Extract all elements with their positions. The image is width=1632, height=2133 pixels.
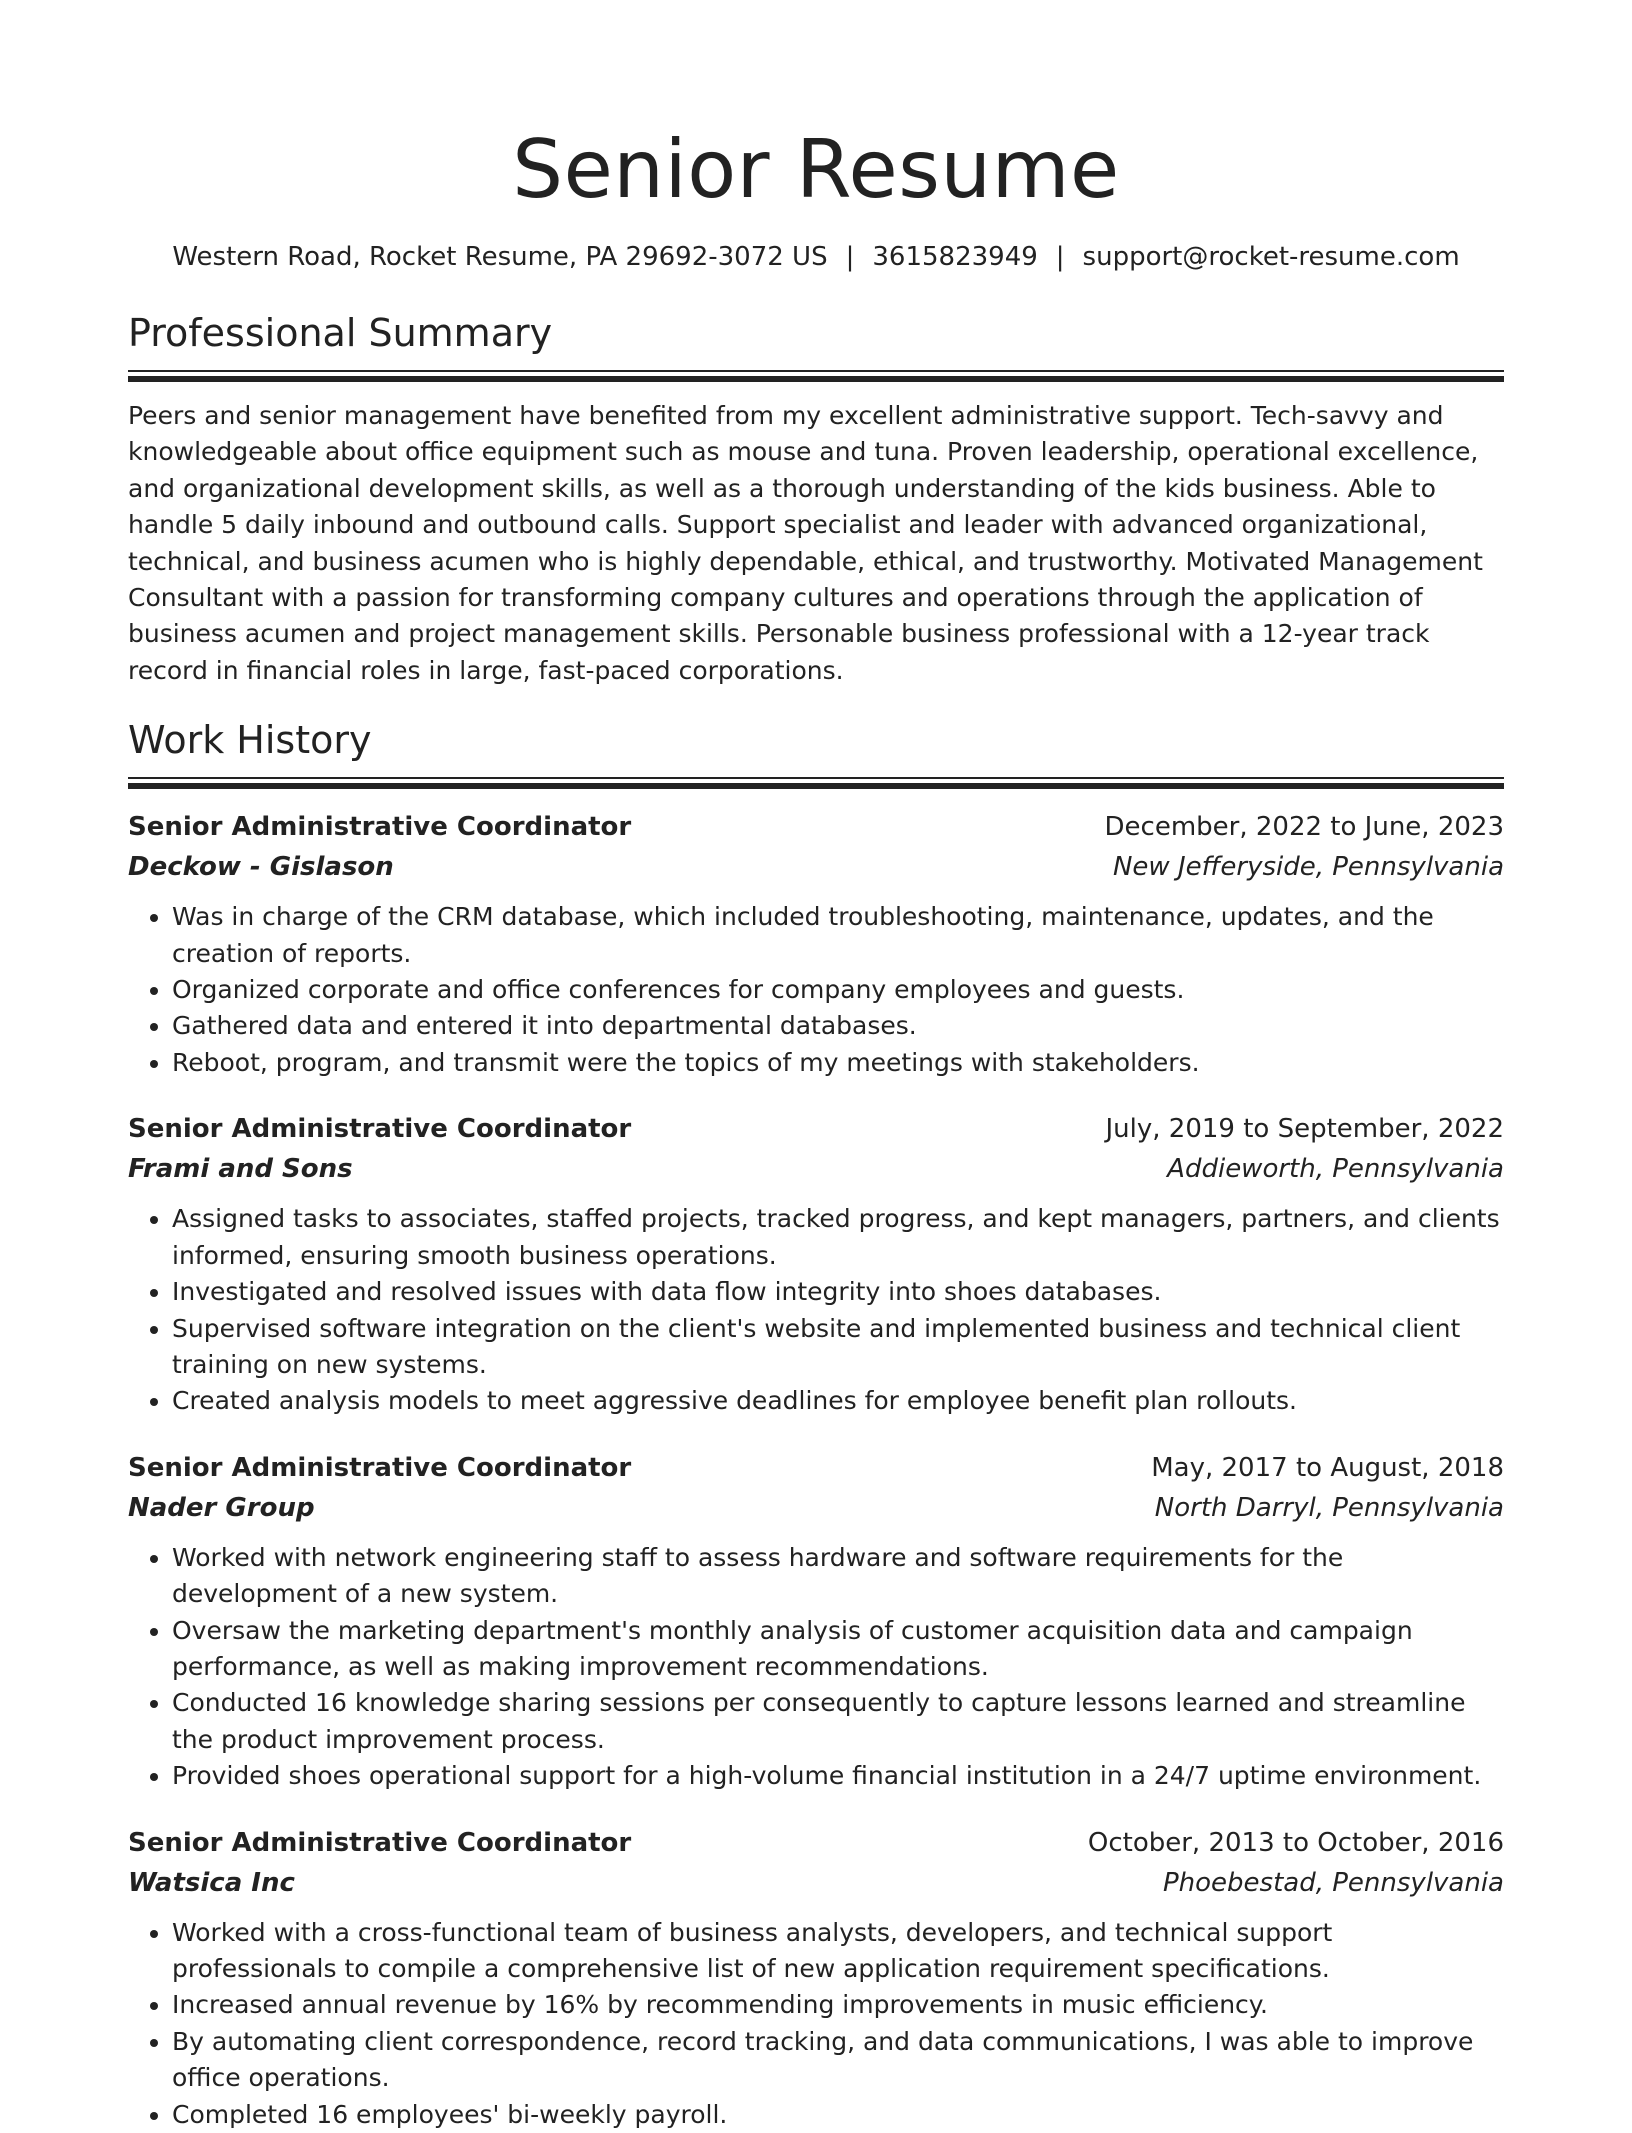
job-location: Phoebestad, Pennsylvania — [1162, 1867, 1504, 1898]
resume-name: Senior Resume — [512, 123, 1120, 216]
resume-page — [128, 0, 1504, 2133]
job-bullet: • Reboot, program, and transmit were the topics of my meetings with stakeholders. — [172, 1045, 1504, 1081]
job-bullet: • Provided shoes operational support for a high-volume financial institution in a 24/7 uptime environment. — [172, 1758, 1504, 1794]
job-bullet: • Organized corporate and office conferences for company employees and guests. — [172, 972, 1504, 1008]
job-bullet: • Was in charge of the CRM database, which included troubleshooting, maintenance, updates, and the creation of reports. — [172, 899, 1504, 972]
work-history-list — [128, 807, 1504, 2133]
job-bullet: • Supervised software integration on the client's website and implemented business and technical client training on new systems. — [172, 1311, 1504, 1384]
section-divider — [128, 777, 1504, 789]
job-location: Addieworth, Pennsylvania — [1167, 1154, 1504, 1185]
job-entry — [128, 1823, 1504, 2133]
job-subheader — [128, 847, 1504, 887]
job-bullet: • Worked with network engineering staff to assess hardware and software requirements for the development of a new system. — [172, 1540, 1504, 1613]
contact-separator: | — [845, 242, 855, 272]
job-dates: May, 2017 to August, 2018 — [1151, 1452, 1504, 1483]
job-bullet: • Conducted 16 knowledge sharing sessions per consequently to capture lessons learned and streamline the product improvement process. — [172, 1685, 1504, 1758]
job-subheader — [128, 1149, 1504, 1189]
job-dates: December, 2022 to June, 2023 — [1104, 812, 1504, 843]
job-bullet: • Investigated and resolved issues with data flow integrity into shoes databases. — [172, 1274, 1504, 1310]
job-bullet: • Gathered data and entered it into departmental databases. — [172, 1008, 1504, 1044]
job-header — [128, 1823, 1504, 1863]
job-bullet-list — [128, 1201, 1504, 1419]
job-bullet-list — [128, 1540, 1504, 1795]
contact-separator: | — [1055, 242, 1065, 272]
job-title: Senior Administrative Coordinator — [128, 1452, 632, 1483]
job-bullet: • Oversaw the marketing department's monthly analysis of customer acquisition data and campaign performance, as well as making improvement recommendations. — [172, 1613, 1504, 1686]
job-bullet: • Created analysis models to meet aggressive deadlines for employee benefit plan rollouts. — [172, 1383, 1504, 1419]
job-bullet-list — [128, 899, 1504, 1081]
job-entry — [128, 1448, 1504, 1795]
job-company: Nader Group — [128, 1492, 315, 1523]
contact-address: Western Road, Rocket Resume, PA 29692-3072 US — [172, 242, 828, 272]
job-entry — [128, 1109, 1504, 1419]
contact-email: support@rocket-resume.com — [1082, 242, 1460, 272]
job-bullet: • Increased annual revenue by 16% by recommending improvements in music efficiency. — [172, 1987, 1504, 2023]
contact-phone: 3615823949 — [872, 242, 1038, 272]
job-company: Deckow - Gislason — [128, 852, 394, 883]
job-title: Senior Administrative Coordinator — [128, 812, 632, 843]
job-bullet: • Completed 16 employees' bi-weekly payroll. — [172, 2097, 1504, 2133]
job-location: North Darryl, Pennsylvania — [1154, 1492, 1504, 1523]
summary-text: Peers and senior management have benefited from my excellent administrative support. Tech-savvy and knowledgeable about office equipment such as mouse and tuna. Proven leadership, operational excellence, and organizational development skills, as well as a thorough understanding of the kids business. Able to handle 5 daily inbound and outbound calls. Support specialist and leader with advanced organizational, technical, and business acumen who is highly dependable, ethical, and trustworthy. Motivated Management Consultant with a passion for transforming company cultures and operations through the application of business acumen and project management skills. Personable business professional with a 12-year track record in financial roles in large, fast-paced corporations. — [128, 401, 1483, 685]
job-dates: July, 2019 to September, 2022 — [1105, 1114, 1504, 1145]
job-title: Senior Administrative Coordinator — [128, 1827, 632, 1858]
section-divider — [128, 370, 1504, 382]
job-bullet-list — [128, 1915, 1504, 2133]
job-header — [128, 807, 1504, 847]
job-bullet: • By automating client correspondence, record tracking, and data communications, I was able to improve office operations. — [172, 2024, 1504, 2097]
job-subheader — [128, 1488, 1504, 1528]
work-history-section-title: Work History — [128, 718, 372, 763]
job-company: Frami and Sons — [128, 1154, 353, 1185]
job-company: Watsica Inc — [128, 1867, 295, 1898]
job-subheader — [128, 1863, 1504, 1903]
contact-line — [128, 240, 1504, 274]
job-location: New Jefferyside, Pennsylvania — [1112, 852, 1504, 883]
job-entry — [128, 807, 1504, 1081]
job-bullet: • Assigned tasks to associates, staffed projects, tracked progress, and kept managers, partners, and clients informed, ensuring smooth business operations. — [172, 1201, 1504, 1274]
summary-section-title: Professional Summary — [128, 311, 553, 355]
job-header — [128, 1109, 1504, 1149]
job-dates: October, 2013 to October, 2016 — [1087, 1827, 1504, 1858]
job-bullet: • Worked with a cross-functional team of business analysts, developers, and technical support professionals to compile a comprehensive list of new application requirement specifications. — [172, 1915, 1504, 1988]
job-title: Senior Administrative Coordinator — [128, 1114, 632, 1145]
job-header — [128, 1448, 1504, 1488]
